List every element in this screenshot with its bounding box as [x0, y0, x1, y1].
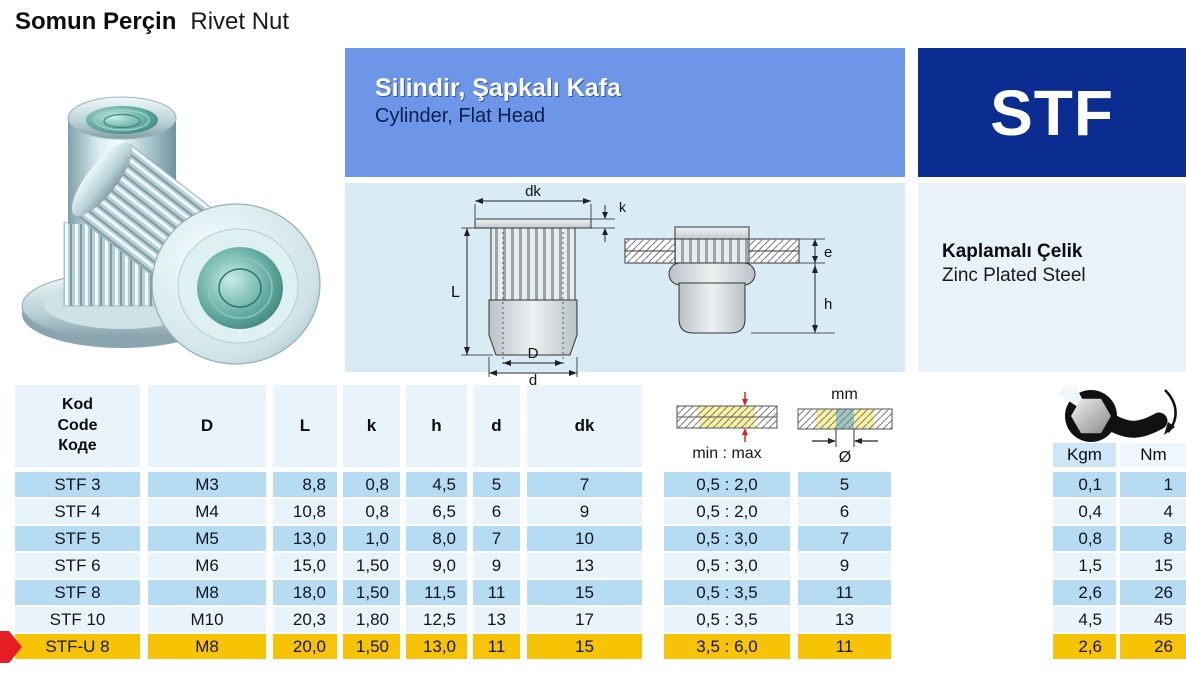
cell-code: STF 10 [15, 607, 140, 632]
table-row [15, 607, 1186, 632]
cell-head-diameter-dk: 15 [527, 634, 642, 659]
cell-length-L: 20,3 [273, 607, 337, 632]
column-header-D: D [148, 385, 266, 467]
cell-torque-nm: 4 [1120, 499, 1186, 524]
head-type-title-turkish: Silindir, Şapkalı Kafa [375, 74, 621, 102]
product-photo [4, 52, 342, 382]
cell-grip-range: 3,5 : 6,0 [664, 634, 790, 659]
cell-code: STF 4 [15, 499, 140, 524]
cell-head-diameter-dk: 15 [527, 580, 642, 605]
hole-unit-label: mm [831, 386, 858, 403]
cell-thread-size-D: M6 [148, 553, 266, 578]
cell-body-diameter-d: 13 [473, 607, 520, 632]
cell-grip-range: 0,5 : 3,5 [664, 580, 790, 605]
cell-torque-nm: 8 [1120, 526, 1186, 551]
rivet-nut-photo-icon [4, 52, 342, 382]
cell-hole-diameter: 11 [798, 580, 891, 605]
cell-head-diameter-dk: 7 [527, 472, 642, 497]
dim-label-D: D [527, 345, 539, 362]
cell-grip-range: 0,5 : 3,0 [664, 553, 790, 578]
cell-torque-kgm: 2,6 [1053, 634, 1116, 659]
dim-label-e: e [824, 244, 833, 261]
cell-head-diameter-dk: 17 [527, 607, 642, 632]
material-turkish: Kaplamalı Çelik [942, 241, 1083, 262]
cell-torque-nm: 15 [1120, 553, 1186, 578]
cell-length-L: 20,0 [273, 634, 337, 659]
table-header [15, 385, 1186, 467]
hole-diameter-icon [790, 403, 900, 465]
page-title [15, 8, 289, 36]
cell-height-h: 13,0 [406, 634, 467, 659]
column-header-k: k [343, 385, 400, 467]
cell-height-h: 6,5 [406, 499, 467, 524]
table-rows [15, 472, 1186, 659]
column-header-d: d [473, 385, 520, 467]
cell-body-diameter-d: 5 [473, 472, 520, 497]
cell-thread-size-D: M8 [148, 580, 266, 605]
code-label-tr: Kod [61, 395, 94, 413]
cell-grip-range: 0,5 : 3,0 [664, 526, 790, 551]
torque-unit-nm: Nm [1120, 443, 1186, 467]
cell-code: STF 5 [15, 526, 140, 551]
cell-hole-diameter: 7 [798, 526, 891, 551]
cell-grip-range: 0,5 : 3,5 [664, 607, 790, 632]
cell-head-diameter-dk: 10 [527, 526, 642, 551]
cell-head-thickness-k: 1,50 [343, 580, 400, 605]
product-header-banner [345, 48, 905, 177]
cell-code: STF 8 [15, 580, 140, 605]
cell-body-diameter-d: 11 [473, 634, 520, 659]
cell-hole-diameter: 11 [798, 634, 891, 659]
cell-torque-kgm: 0,8 [1053, 526, 1116, 551]
column-header-grip-range [664, 385, 790, 467]
cell-code: STF 6 [15, 553, 140, 578]
cell-height-h: 12,5 [406, 607, 467, 632]
hole-symbol-label: Ø [838, 449, 851, 465]
cell-head-diameter-dk: 13 [527, 553, 642, 578]
page-title-english: Rivet Nut [190, 8, 290, 35]
cell-head-thickness-k: 1,50 [343, 553, 400, 578]
cell-head-thickness-k: 1,50 [343, 634, 400, 659]
cell-torque-kgm: 2,6 [1053, 580, 1116, 605]
table-row [15, 526, 1186, 551]
column-header-dk: dk [527, 385, 642, 467]
cell-torque-kgm: 4,5 [1053, 607, 1116, 632]
dimension-diagram-panel [345, 183, 905, 385]
dim-label-h: h [824, 296, 833, 313]
cell-torque-nm: 26 [1120, 634, 1186, 659]
cell-hole-diameter: 6 [798, 499, 891, 524]
grip-range-label: min : max [692, 444, 762, 462]
material-english: Zinc Plated Steel [942, 265, 1086, 286]
cell-body-diameter-d: 11 [473, 580, 520, 605]
cell-length-L: 13,0 [273, 526, 337, 551]
cell-thread-size-D: M4 [148, 499, 266, 524]
table-row [15, 553, 1186, 578]
cell-length-L: 10,8 [273, 499, 337, 524]
cell-hole-diameter: 5 [798, 472, 891, 497]
specification-table [15, 385, 1186, 661]
cell-head-thickness-k: 1,0 [343, 526, 400, 551]
column-header-hole-diameter [798, 385, 891, 467]
column-header-h: h [406, 385, 467, 467]
grip-thickness-icon [667, 390, 787, 444]
cell-length-L: 15,0 [273, 553, 337, 578]
cell-body-diameter-d: 9 [473, 553, 520, 578]
cell-body-diameter-d: 6 [473, 499, 520, 524]
code-label-en: Code [57, 416, 98, 434]
column-header-L: L [273, 385, 337, 467]
cell-head-thickness-k: 0,8 [343, 472, 400, 497]
installed-view-diagram [617, 217, 847, 347]
cell-length-L: 18,0 [273, 580, 337, 605]
table-row [15, 580, 1186, 605]
cell-torque-nm: 45 [1120, 607, 1186, 632]
cell-hole-diameter: 13 [798, 607, 891, 632]
cell-grip-range: 0,5 : 2,0 [664, 499, 790, 524]
table-row [15, 472, 1186, 497]
column-header-code [15, 385, 140, 467]
dim-label-k: k [619, 199, 626, 215]
column-header-torque [1053, 385, 1186, 443]
cell-head-thickness-k: 1,80 [343, 607, 400, 632]
cell-head-thickness-k: 0,8 [343, 499, 400, 524]
cell-thread-size-D: M8 [148, 634, 266, 659]
cell-code: STF 3 [15, 472, 140, 497]
dim-label-L: L [451, 284, 460, 301]
cell-torque-kgm: 0,4 [1053, 499, 1116, 524]
cell-thread-size-D: M5 [148, 526, 266, 551]
page-title-turkish: Somun Perçin [15, 8, 177, 35]
cell-height-h: 4,5 [406, 472, 467, 497]
table-row [15, 634, 1186, 659]
cell-torque-nm: 1 [1120, 472, 1186, 497]
cell-torque-kgm: 0,1 [1053, 472, 1116, 497]
cell-thread-size-D: M3 [148, 472, 266, 497]
series-code-box [918, 48, 1186, 177]
dim-label-d: d [528, 372, 538, 385]
table-row [15, 499, 1186, 524]
cell-head-diameter-dk: 9 [527, 499, 642, 524]
highlighted-row-pointer-arrow [0, 631, 22, 663]
cell-height-h: 9,0 [406, 553, 467, 578]
dim-label-dk: dk [525, 185, 541, 200]
cell-torque-nm: 26 [1120, 580, 1186, 605]
cell-height-h: 11,5 [406, 580, 467, 605]
torque-wrench-icon [1053, 385, 1186, 443]
cell-thread-size-D: M10 [148, 607, 266, 632]
material-panel [918, 183, 1186, 372]
cell-torque-kgm: 1,5 [1053, 553, 1116, 578]
torque-unit-kgm: Kgm [1053, 443, 1116, 467]
cell-body-diameter-d: 7 [473, 526, 520, 551]
front-view-diagram [423, 185, 633, 385]
cell-height-h: 8,0 [406, 526, 467, 551]
series-code: STF [990, 76, 1114, 149]
cell-hole-diameter: 9 [798, 553, 891, 578]
cell-length-L: 8,8 [273, 472, 337, 497]
cell-grip-range: 0,5 : 2,0 [664, 472, 790, 497]
head-type-title-english: Cylinder, Flat Head [375, 105, 546, 127]
code-label-ru: Коде [58, 437, 97, 455]
cell-code: STF-U 8 [15, 634, 140, 659]
